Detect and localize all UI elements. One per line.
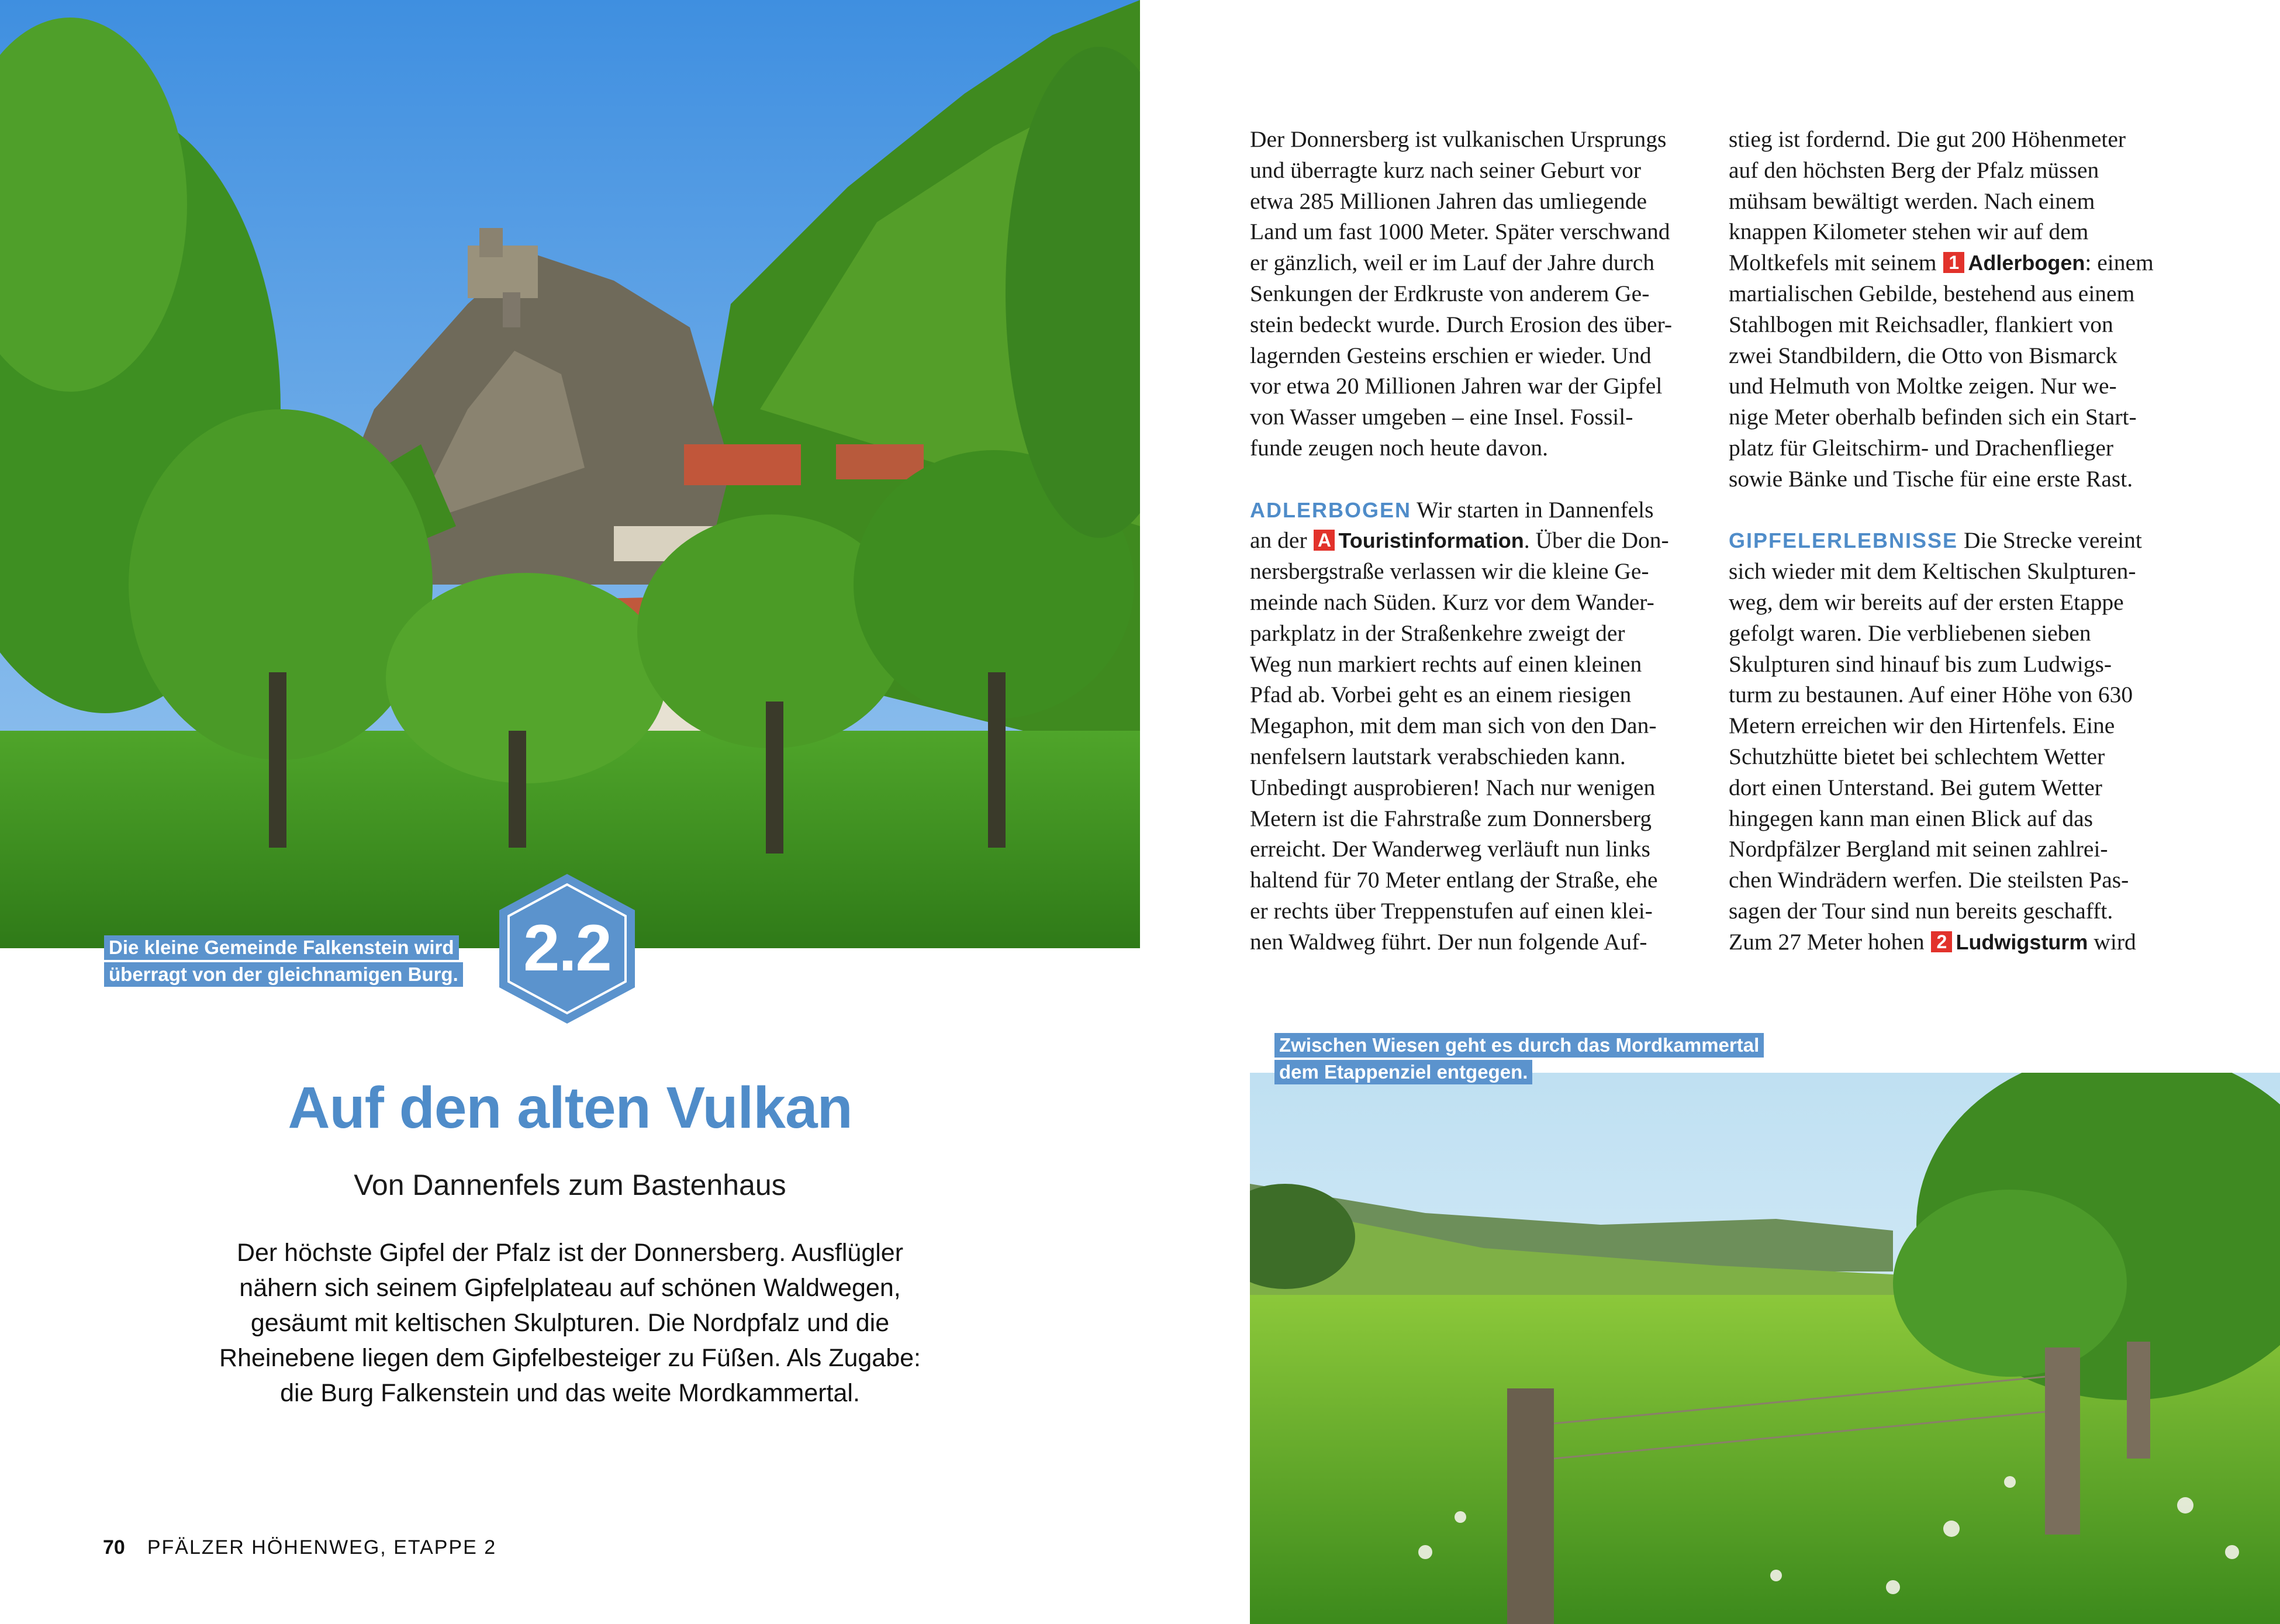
text-line [1729, 649, 2191, 680]
text-line [1729, 803, 2191, 834]
text-segment: Senkungen der Erdkruste von anderem Ge- [1250, 280, 1650, 306]
text-line [1729, 741, 2191, 772]
text-line [1250, 278, 1694, 309]
stage-number-badge [497, 874, 637, 1024]
text-segment: nige Meter oberhalb befinden sich ein Start- [1729, 404, 2137, 430]
text-segment: Moltkefels mit seinem [1729, 250, 1943, 276]
waypoint-name: Ludwigsturm [1956, 930, 2088, 954]
text-segment: und überragte kurz nach seiner Geburt vor [1250, 157, 1642, 183]
text-segment: meinde nach Süden. Kurz vor dem Wander- [1250, 589, 1654, 615]
text-segment: sowie Bänke und Tische für eine erste Rast. [1729, 465, 2133, 492]
text-line [1729, 155, 2191, 186]
text-line [1729, 679, 2191, 710]
text-line [1729, 340, 2191, 371]
text-segment: turm zu bestaunen. Auf einer Höhe von 630 [1729, 682, 2133, 708]
text-segment: martialischen Gebilde, bestehend aus einem [1729, 280, 2135, 306]
text-line [1729, 124, 2191, 155]
waypoint-name: Adlerbogen [1968, 251, 2085, 275]
text-line [1729, 525, 2191, 556]
text-line [1250, 340, 1694, 371]
text-line [1729, 495, 2191, 526]
intro-line: Rheinebene liegen dem Gipfelbesteiger zu Füßen. Als Zugabe: [219, 1344, 921, 1372]
waypoint-marker-badge: A [1314, 530, 1335, 551]
text-line [1250, 834, 1694, 865]
text-line [1729, 896, 2191, 927]
text-line [1250, 155, 1694, 186]
text-segment: erreicht. Der Wanderweg verläuft nun links [1250, 836, 1650, 862]
text-segment: Zum 27 Meter hohen [1729, 928, 1930, 955]
text-segment: Weg nun markiert rechts auf einen kleinen [1250, 651, 1642, 677]
waypoint-marker-badge: 2 [1931, 931, 1952, 952]
text-segment: Der Donnersberg ist vulkanischen Ursprungs [1250, 126, 1667, 152]
photo-falkenstein-image [0, 0, 1140, 948]
photo-caption-right [1274, 1033, 1764, 1087]
text-segment: funde zeugen noch heute davon. [1250, 434, 1549, 461]
text-segment: chen Windrädern werfen. Die steilsten Pas- [1729, 867, 2129, 893]
intro-line: gesäumt mit keltischen Skulpturen. Die Nordpfalz und die [250, 1309, 890, 1337]
text-line [1250, 309, 1694, 340]
body-text-column-2 [1729, 124, 2191, 958]
page-footer [103, 1536, 496, 1559]
text-line [1250, 464, 1694, 495]
text-segment: Nordpfälzer Bergland mit seinen zahlrei- [1729, 836, 2108, 862]
text-line [1250, 865, 1694, 896]
intro-paragraph [0, 1235, 1140, 1411]
text-line [1250, 216, 1694, 247]
section-heading: ADLERBOGEN [1250, 497, 1412, 522]
text-line [1250, 618, 1694, 649]
text-line [1250, 371, 1694, 402]
text-line [1250, 556, 1694, 587]
text-segment: er rechts über Treppenstufen auf einen klei- [1250, 897, 1653, 924]
text-line [1729, 402, 2191, 433]
photo-caption-left [104, 935, 463, 989]
text-segment: gefolgt waren. Die verbliebenen sieben [1729, 620, 2091, 646]
text-segment: sich wieder mit dem Keltischen Skulpturen- [1729, 558, 2136, 585]
text-segment: . Über die Don- [1524, 527, 1669, 554]
text-line [1250, 124, 1694, 155]
page-subtitle: Von Dannenfels zum Bastenhaus [354, 1169, 786, 1201]
text-line [1729, 309, 2191, 340]
text-line [1729, 278, 2191, 309]
caption-line: Zwischen Wiesen geht es durch das Mordkammertal [1274, 1033, 1764, 1058]
text-line [1250, 772, 1694, 803]
text-segment: und Helmuth von Moltke zeigen. Nur we- [1729, 373, 2117, 399]
text-line [1729, 186, 2191, 217]
text-segment: hingegen kann man einen Blick auf das [1729, 805, 2094, 831]
section-heading: GIPFELERLEBNISSE [1729, 528, 1958, 553]
text-line [1250, 896, 1694, 927]
text-segment: nenfelsern lautstark verabschieden kann. [1250, 743, 1626, 769]
body-text-column-1 [1250, 124, 1694, 958]
text-line [1250, 186, 1694, 217]
text-segment: nen Waldweg führt. Der nun folgende Auf- [1250, 928, 1647, 955]
text-segment: auf den höchsten Berg der Pfalz müssen [1729, 157, 2099, 183]
caption-line: Die kleine Gemeinde Falkenstein wird [104, 935, 459, 960]
text-line [1729, 834, 2191, 865]
waypoint-marker-badge: 1 [1943, 252, 1964, 273]
text-segment: weg, dem wir bereits auf der ersten Etappe [1729, 589, 2124, 615]
text-segment: nersbergstraße verlassen wir die kleine Ge- [1250, 558, 1649, 585]
text-segment: Pfad ab. Vorbei geht es an einem riesigen [1250, 682, 1632, 708]
text-line [1729, 247, 2191, 278]
text-segment: sagen der Tour sind nun bereits geschafft. [1729, 897, 2113, 924]
text-segment: Die Strecke vereint [1958, 527, 2142, 554]
text-line [1729, 587, 2191, 618]
text-line [1729, 618, 2191, 649]
text-segment: Metern ist die Fahrstraße zum Donnersberg [1250, 805, 1652, 831]
text-segment: : einem [2085, 250, 2154, 276]
text-segment: haltend für 70 Meter entlang der Straße, ehe [1250, 867, 1658, 893]
text-segment: von Wasser umgeben – eine Insel. Fossil- [1250, 404, 1633, 430]
running-head: PFÄLZER HÖHENWEG, ETAPPE 2 [147, 1536, 497, 1559]
photo-falkenstein-village [0, 0, 1140, 948]
text-line [1250, 587, 1694, 618]
text-line [1729, 865, 2191, 896]
text-segment: stein bedeckt wurde. Durch Erosion des über- [1250, 311, 1673, 337]
intro-line: die Burg Falkenstein und das weite Mordkammertal. [280, 1379, 860, 1407]
text-line [1250, 433, 1694, 464]
text-line [1250, 402, 1694, 433]
text-line [1250, 741, 1694, 772]
text-segment: vor etwa 20 Millionen Jahren war der Gipfel [1250, 373, 1663, 399]
text-line [1729, 433, 2191, 464]
text-segment: Unbedingt ausprobieren! Nach nur wenigen [1250, 774, 1656, 800]
text-segment: er gänzlich, weil er im Lauf der Jahre durch [1250, 250, 1655, 276]
text-segment: mühsam bewältigt werden. Nach einem [1729, 188, 2095, 214]
text-line [1250, 495, 1694, 526]
text-segment: wird [2088, 928, 2136, 955]
text-segment: platz für Gleitschirm- und Drachenflieger [1729, 434, 2114, 461]
text-line [1729, 710, 2191, 741]
text-segment: Megaphon, mit dem man sich von den Dan- [1250, 713, 1657, 739]
text-segment: knappen Kilometer stehen wir auf dem [1729, 219, 2089, 245]
text-line [1250, 649, 1694, 680]
text-segment: an der [1250, 527, 1313, 554]
text-segment: stieg ist fordernd. Die gut 200 Höhenmeter [1729, 126, 2126, 152]
text-line [1729, 216, 2191, 247]
text-segment: zwei Standbildern, die Otto von Bismarck [1729, 342, 2117, 368]
page-number: 70 [103, 1536, 125, 1559]
text-line [1729, 927, 2191, 958]
page-title: Auf den alten Vulkan [288, 1075, 852, 1141]
text-line [1250, 927, 1694, 958]
waypoint-name: Touristinformation [1338, 528, 1524, 553]
text-segment: lagernden Gesteins erschien er wieder. Und [1250, 342, 1652, 368]
caption-line: dem Etappenziel entgegen. [1274, 1060, 1532, 1084]
text-segment: etwa 285 Millionen Jahren das umliegende [1250, 188, 1647, 214]
text-line [1250, 710, 1694, 741]
text-line [1729, 371, 2191, 402]
text-line [1729, 556, 2191, 587]
text-segment: Wir starten in Dannenfels [1411, 496, 1654, 523]
text-line [1250, 679, 1694, 710]
text-segment: dort einen Unterstand. Bei gutem Wetter [1729, 774, 2102, 800]
photo-meadow-image [1250, 1073, 2280, 1624]
text-line [1250, 247, 1694, 278]
text-segment: Skulpturen sind hinauf bis zum Ludwigs- [1729, 651, 2112, 677]
photo-mordkammertal-meadow [1250, 1073, 2280, 1624]
caption-line: überragt von der gleichnamigen Burg. [104, 962, 463, 987]
text-line [1729, 772, 2191, 803]
text-line [1250, 803, 1694, 834]
text-segment: parkplatz in der Straßenkehre zweigt der [1250, 620, 1625, 646]
text-segment: Stahlbogen mit Reichsadler, flankiert von [1729, 311, 2113, 337]
stage-number: 2.2 [523, 911, 611, 984]
text-line [1729, 464, 2191, 495]
text-segment: Metern erreichen wir den Hirtenfels. Eine [1729, 713, 2115, 739]
text-segment: Schutzhütte bietet bei schlechtem Wetter [1729, 743, 2105, 769]
intro-line: Der höchste Gipfel der Pfalz ist der Donnersberg. Ausflügler [236, 1239, 904, 1267]
text-segment: Land um fast 1000 Meter. Später verschwand [1250, 219, 1670, 245]
intro-line: nähern sich seinem Gipfelplateau auf schönen Waldwegen, [239, 1274, 901, 1302]
text-line [1250, 525, 1694, 556]
